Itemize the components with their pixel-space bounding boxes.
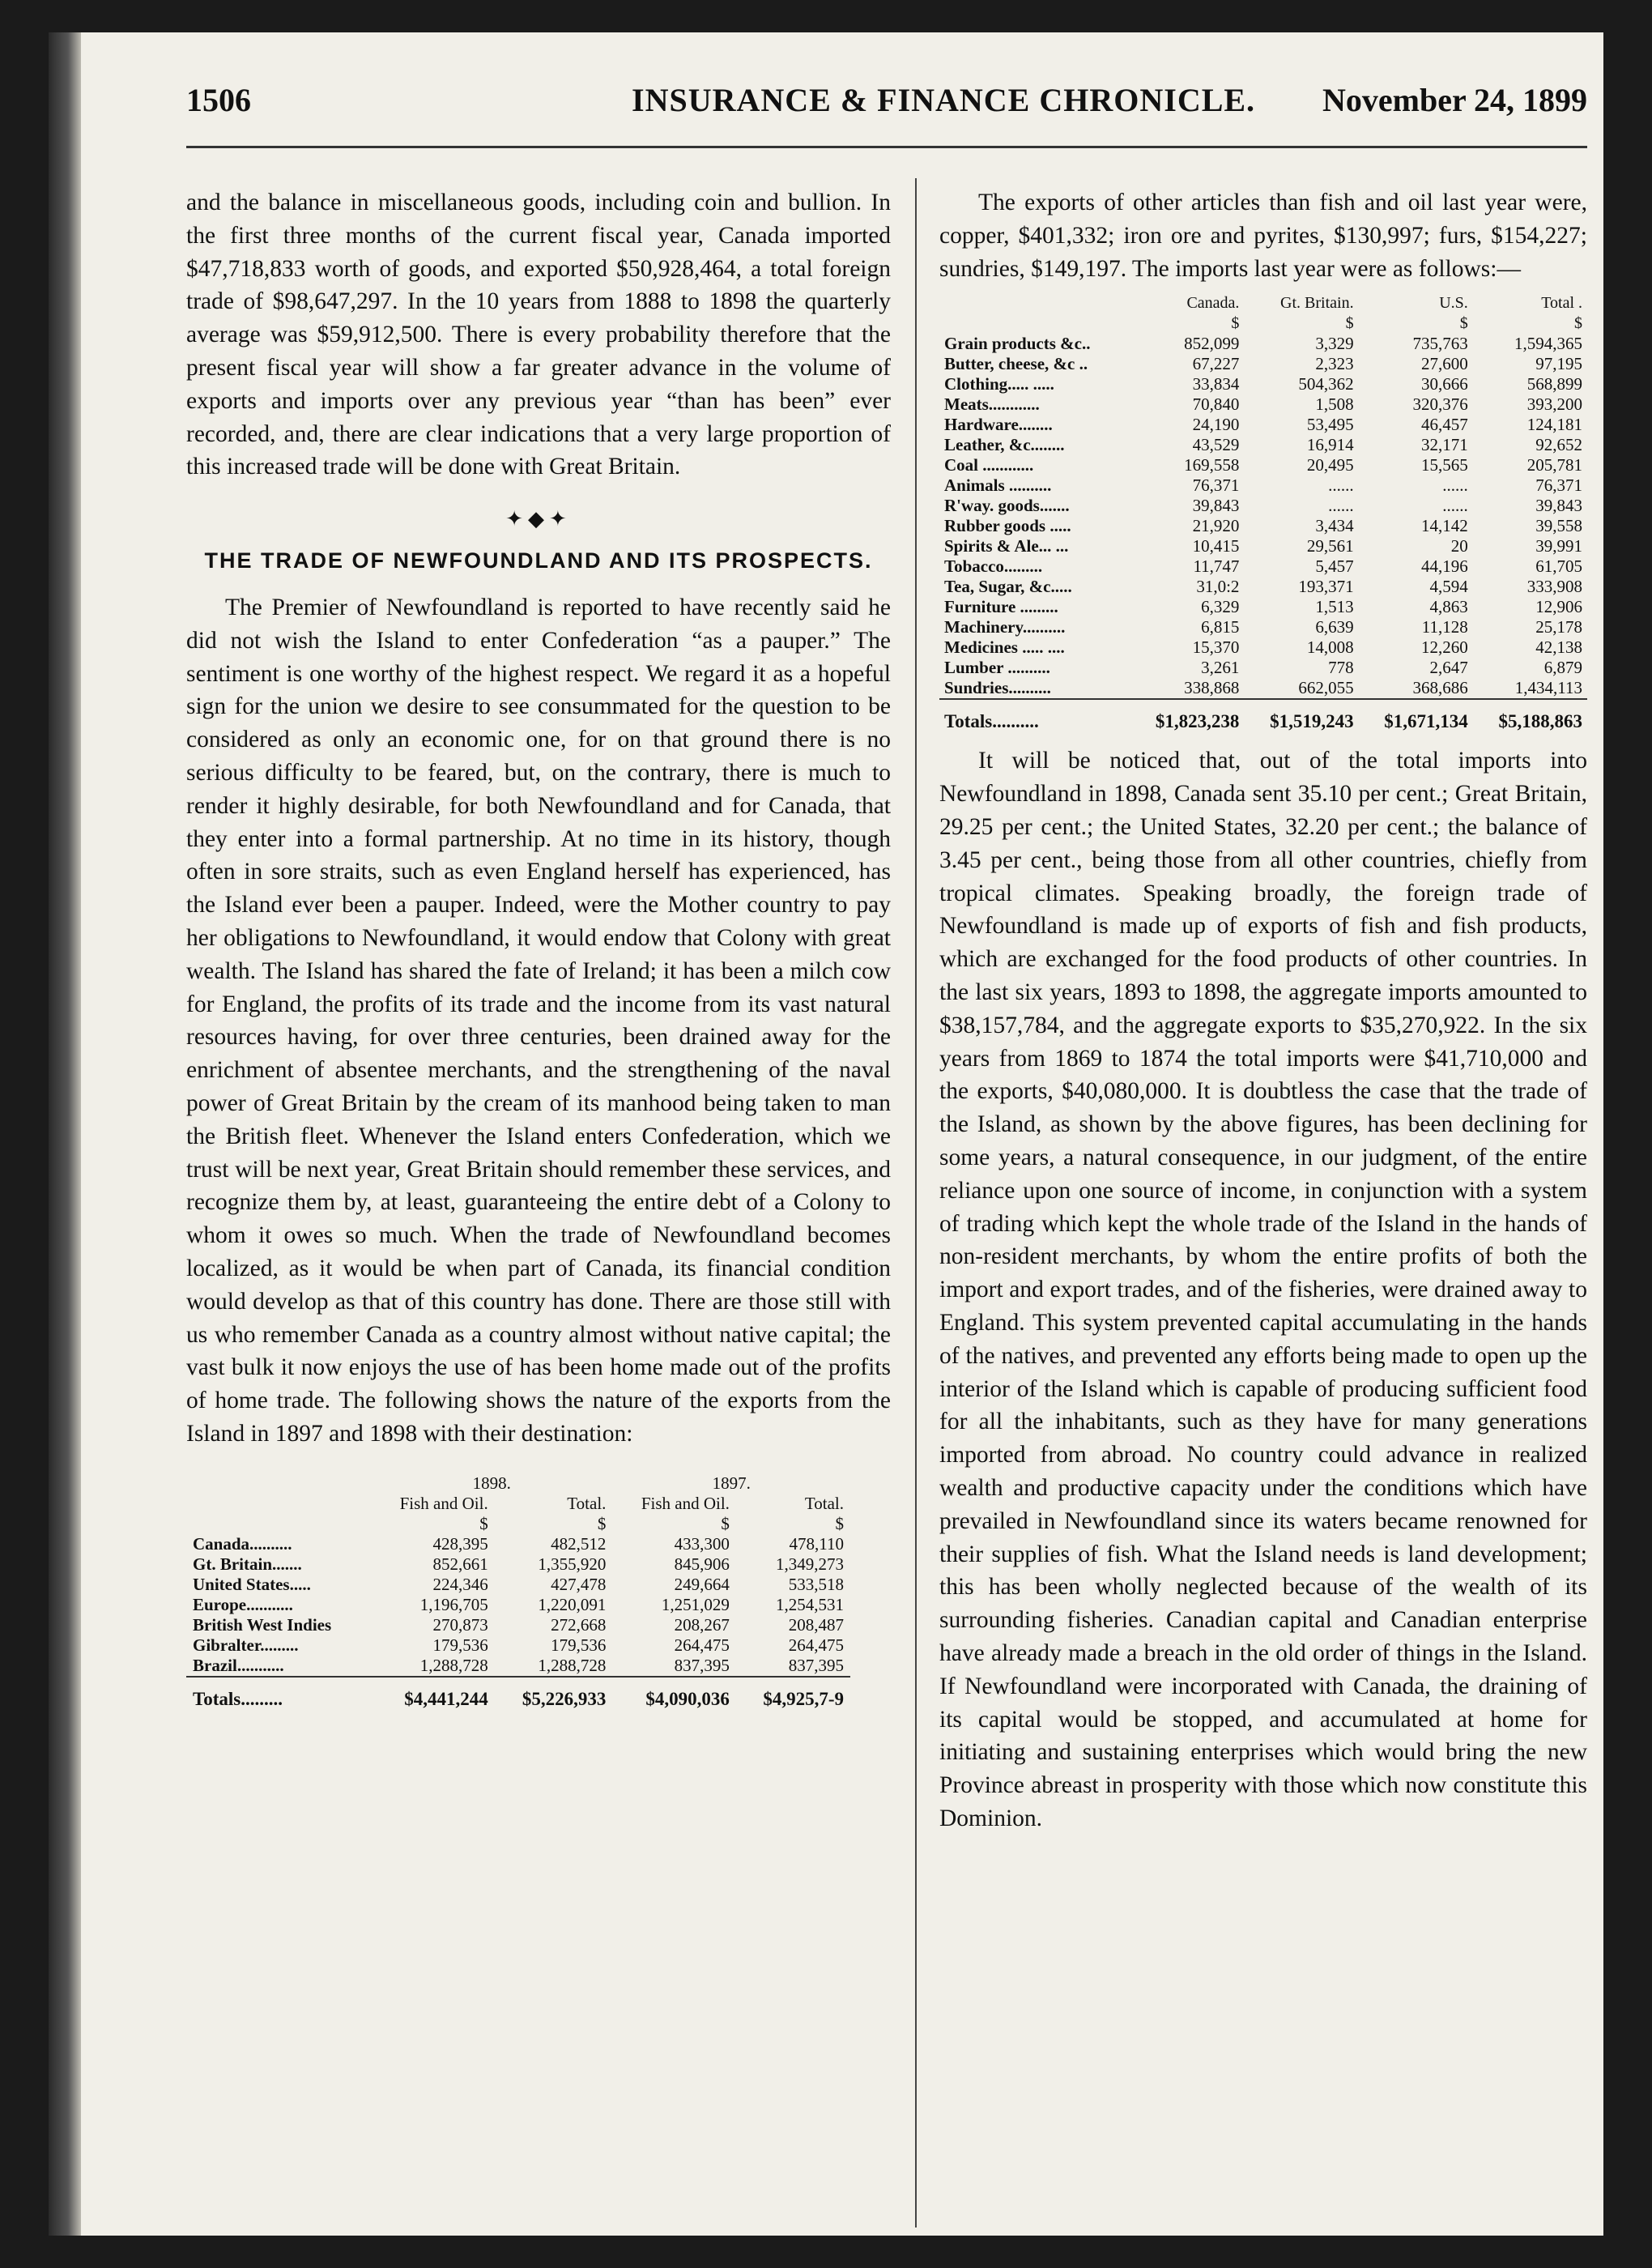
table-cell: 224,346 [432, 1574, 488, 1594]
row-label: R'way. goods....... [944, 496, 1070, 516]
currency-symbol: $ [1345, 314, 1354, 333]
table-row [939, 415, 1587, 435]
row-label: Hardware........ [944, 415, 1053, 435]
table-cell: 845,906 [674, 1554, 730, 1574]
table-cell: 338,868 [1184, 678, 1240, 698]
table-cell: 393,200 [1526, 394, 1582, 415]
table-cell: 29,561 [1306, 536, 1354, 556]
row-label: Tea, Sugar, &c..... [944, 577, 1072, 597]
table-cell: 662,055 [1298, 678, 1354, 698]
newspaper-page [49, 32, 1603, 2236]
table-cell: 11,128 [1421, 617, 1468, 637]
table-cell: 478,110 [789, 1533, 844, 1554]
table-row [939, 678, 1587, 699]
table-cell: $4,090,036 [612, 1677, 736, 1709]
imports-table [939, 293, 1587, 731]
table-cell: 39,843 [1535, 496, 1582, 516]
article-paragraph: The exports of other articles than fish and oil last year were, copper, $401,332; iron ore and pyrites, $130,997; furs, $154,227; sundries, $149,197. The imports last year were as follows:— [939, 190, 1587, 282]
row-label: British West Indies [193, 1614, 332, 1635]
table-cell: 6,329 [1201, 597, 1240, 617]
table-cell: 12,906 [1535, 597, 1582, 617]
table-cell: 16,914 [1306, 435, 1354, 455]
table-header-blank [939, 313, 1130, 334]
table-row [186, 1534, 850, 1554]
table-cell: 852,099 [1184, 334, 1240, 354]
table-cell: 368,686 [1412, 678, 1468, 698]
table-cell: 333,908 [1526, 577, 1582, 597]
table-cell: 67,227 [1192, 354, 1240, 374]
table-cell: 533,518 [788, 1574, 844, 1594]
table-cell: 76,371 [1192, 475, 1240, 496]
table-cell: 5,457 [1315, 556, 1354, 577]
table-cell: 11,747 [1193, 556, 1240, 577]
table-cell: 4,594 [1429, 577, 1468, 597]
table-cell: 76,371 [1535, 475, 1582, 496]
table-cell: 179,536 [551, 1635, 607, 1655]
table-row [186, 1635, 850, 1656]
table-cell: 14,142 [1421, 516, 1468, 536]
column-header: Fish and Oil. [641, 1493, 730, 1513]
currency-symbol: $ [1231, 314, 1240, 333]
table-cell: $1,519,243 [1244, 699, 1358, 731]
year-header-1897: 1897. [712, 1473, 751, 1493]
table-cell: 1,513 [1315, 597, 1354, 617]
article-heading: THE TRADE OF NEWFOUNDLAND AND ITS PROSPECTS. [204, 548, 873, 573]
table-cell: 33,834 [1192, 374, 1240, 394]
table-cell: 433,300 [674, 1533, 730, 1554]
issue-date: November 24, 1899 [1322, 82, 1587, 118]
table-row [939, 394, 1587, 415]
table-cell: 39,843 [1192, 496, 1240, 516]
table-cell: 428,395 [432, 1533, 488, 1554]
table-cell: 24,190 [1192, 415, 1240, 435]
table-cell: 70,840 [1192, 394, 1240, 415]
table-cell: 6,639 [1315, 617, 1354, 637]
currency-symbol: $ [1574, 314, 1582, 333]
table-cell: 193,371 [1298, 577, 1354, 597]
table-cell: 249,664 [674, 1574, 730, 1594]
page-binding-edge [49, 32, 81, 2236]
table-cell: 3,261 [1201, 658, 1240, 678]
table-cell: 1,254,531 [776, 1594, 844, 1614]
row-label: Totals.......... [939, 699, 1130, 731]
table-row [939, 475, 1587, 496]
row-label: Rubber goods ..... [944, 516, 1071, 536]
table-cell: 15,370 [1192, 637, 1240, 658]
table-cell: 504,362 [1298, 374, 1354, 394]
table-row [939, 597, 1587, 617]
table-cell: 1,288,728 [419, 1655, 488, 1675]
table-cell: 264,475 [674, 1635, 730, 1655]
table-cell: 264,475 [788, 1635, 844, 1655]
table-row [939, 617, 1587, 637]
table-cell: 42,138 [1535, 637, 1582, 658]
column-header: Total. [567, 1493, 607, 1513]
table-cell: 21,920 [1192, 516, 1240, 536]
table-cell: 1,594,365 [1514, 334, 1582, 354]
left-column [186, 186, 891, 1709]
publication-title: INSURANCE & FINANCE CHRONICLE. [632, 82, 1256, 118]
table-row [186, 1595, 850, 1615]
table-cell: $4,441,244 [371, 1677, 495, 1709]
table-header-blank [939, 293, 1130, 313]
table-cell: 97,195 [1535, 354, 1582, 374]
table-cell: 169,558 [1184, 455, 1240, 475]
table-cell: 320,376 [1412, 394, 1468, 415]
currency-symbol: $ [721, 1513, 730, 1533]
row-label: Coal ............ [944, 455, 1034, 475]
table-cell: 32,171 [1421, 435, 1468, 455]
table-cell: 2,323 [1315, 354, 1354, 374]
row-label: Spirits & Ale... ... [944, 536, 1069, 556]
table-cell: $4,925,7-9 [736, 1677, 850, 1709]
table-cell: 15,565 [1421, 455, 1468, 475]
table-row [939, 577, 1587, 597]
table-cell: 39,558 [1535, 516, 1582, 536]
article-paragraph: The Premier of Newfoundland is reported to have recently said he did not wish the Island to enter Confederation “as a pauper.” The sentiment is one worthy of the highest respect. We regard it as a hopeful sign for the union we desire to see consummated for the question to be considered as only an economic one, for on that ground there is no serious difficulty to be feared, but, on the contrary, there is much to render it highly desirable, for both Newfoundland and for Canada, that they enter into a formal partnership. At no time in its history, though often in sore straits, such as even England herself has experienced, has the Island ever been a pauper. Indeed, were the Mother country to pay her obligations to Newfoundland, it would endow that Colony with great wealth. The Island has shared the fate of Ireland; it has been a milch cow for England, the profits of its trade and the income from its vast natural resources having, for over three centuries, been drained away for the enrichment of absentee merchants, and the strengthening of the naval power of Great Britain by the cream of its manhood being taken to man the British fleet. Whenever the Island enters Confederation, which we trust will be next year, Great Britain should remember these services, and recognize them by, at least, guaranteeing the entire debt of a Colony to whom it owes so much. When the trade of Newfoundland becomes localized, as it would be when part of Canada, its financial condition would develop as that of this country has done. There are those still with us who remember Canada as a country almost without native capital; the vast bulk it now enjoys the use of has been home made out of the profits of home trade. The following shows the nature of the exports from the Island in 1897 and 1898 with their destination: [186, 594, 891, 1447]
column-divider [915, 178, 917, 2228]
table-row [186, 1554, 850, 1575]
table-cell: 205,781 [1526, 455, 1582, 475]
table-cell: 208,487 [788, 1614, 844, 1635]
table-header-blank [186, 1494, 371, 1514]
table-cell: $1,671,134 [1359, 699, 1473, 731]
column-header: Total. [804, 1493, 844, 1513]
table-row [186, 1615, 850, 1635]
table-cell: 61,705 [1535, 556, 1582, 577]
table-cell: 92,652 [1535, 435, 1582, 455]
row-label: Brazil........... [193, 1655, 284, 1675]
currency-symbol: $ [1459, 314, 1468, 333]
row-label: Meats............ [944, 394, 1040, 415]
table-cell: 270,873 [432, 1614, 488, 1635]
table-row [939, 354, 1587, 374]
imports-table-body [939, 334, 1587, 699]
table-cell: ...... [1442, 475, 1468, 496]
table-header-blank [186, 1473, 371, 1494]
table-cell: $5,226,933 [495, 1677, 613, 1709]
table-cell: 44,196 [1421, 556, 1468, 577]
table-cell: 837,395 [674, 1655, 730, 1675]
table-cell: 1,508 [1315, 394, 1354, 415]
table-cell: ...... [1328, 496, 1354, 516]
table-cell: $5,188,863 [1473, 699, 1587, 731]
table-cell: 53,495 [1306, 415, 1354, 435]
table-cell: 179,536 [432, 1635, 488, 1655]
table-cell: ...... [1442, 496, 1468, 516]
table-row [939, 637, 1587, 658]
currency-symbol: $ [479, 1513, 488, 1533]
row-label: Clothing..... ..... [944, 374, 1054, 394]
table-cell: 1,349,273 [776, 1554, 844, 1574]
table-row [939, 496, 1587, 516]
right-column [939, 186, 1587, 1835]
row-label: Gt. Britain....... [193, 1554, 302, 1574]
column-header: Fish and Oil. [399, 1493, 488, 1513]
row-label: Totals......... [186, 1677, 371, 1709]
table-row [939, 658, 1587, 678]
exports-table [186, 1473, 850, 1709]
table-cell: 39,991 [1535, 536, 1582, 556]
row-label: Tobacco......... [944, 556, 1043, 577]
column-header: Total . [1541, 294, 1582, 313]
table-row [939, 334, 1587, 354]
row-label: United States..... [193, 1574, 311, 1594]
table-cell: 43,529 [1192, 435, 1240, 455]
row-label: Sundries.......... [944, 678, 1051, 698]
table-cell: 4,863 [1429, 597, 1468, 617]
table-cell: 208,267 [674, 1614, 730, 1635]
table-cell: 124,181 [1526, 415, 1582, 435]
table-cell: 20 [1450, 536, 1468, 556]
table-cell: 1,251,029 [661, 1594, 730, 1614]
row-label: Medicines ..... .... [944, 637, 1065, 658]
row-label: Gibralter......... [193, 1635, 299, 1655]
year-header-1898: 1898. [472, 1473, 511, 1493]
table-cell: 778 [1328, 658, 1354, 678]
row-label: Lumber .......... [944, 658, 1050, 678]
table-cell: 14,008 [1306, 637, 1354, 658]
table-row [186, 1656, 850, 1677]
table-cell: 3,434 [1315, 516, 1354, 536]
table-cell: 1,434,113 [1514, 678, 1582, 698]
table-cell: 272,668 [551, 1614, 607, 1635]
table-cell: 568,899 [1526, 374, 1582, 394]
table-row [939, 455, 1587, 475]
table-row [939, 556, 1587, 577]
table-cell: 482,512 [551, 1533, 607, 1554]
table-cell: 2,647 [1429, 658, 1468, 678]
table-cell: 852,661 [432, 1554, 488, 1574]
table-cell: 427,478 [551, 1574, 607, 1594]
table-cell: 1,196,705 [419, 1594, 488, 1614]
table-cell: 1,355,920 [538, 1554, 607, 1574]
table-cell: 31,0:2 [1196, 577, 1240, 597]
header-rule [186, 146, 1587, 148]
table-cell: 27,600 [1421, 354, 1468, 374]
table-cell: 1,288,728 [538, 1655, 607, 1675]
article-paragraph: and the balance in miscellaneous goods, including coin and bullion. In the first three months of the current fiscal year, Canada imported $47,718,833 worth of goods, and exported $50,928,464, a total foreign trade of $98,647,297. In the 10 years from 1888 to 1898 the quarterly average was $59,912,500. There is every probability therefore that the present fiscal year will show a far greater advance in the volume of exports and imports over any previous year “than has been” ever recorded, and, there are clear indications that a very large proportion of this increased trade will be done with Great Britain. [186, 190, 891, 480]
table-row [939, 516, 1587, 536]
table-header-blank [186, 1514, 371, 1534]
table-cell: 46,457 [1421, 415, 1468, 435]
table-cell: 3,329 [1315, 334, 1354, 354]
column-header: U.S. [1439, 294, 1468, 313]
table-cell: 735,763 [1412, 334, 1468, 354]
table-row [939, 536, 1587, 556]
row-label: Furniture ......... [944, 597, 1058, 617]
table-row [186, 1575, 850, 1595]
row-label: Butter, cheese, &c .. [944, 354, 1088, 374]
page-header [186, 81, 1587, 130]
exports-table-body [186, 1534, 850, 1677]
table-cell: 6,879 [1543, 658, 1582, 678]
column-header: Canada. [1186, 294, 1240, 313]
currency-symbol: $ [835, 1513, 844, 1533]
article-paragraph: It will be noticed that, out of the total imports into Newfoundland in 1898, Canada sent 35.10 per cent.; Great Britain, 29.25 per cent.; the United States, 32.20 per cent.; the balance of 3.45 per cent., being those from all other countries, chiefly from tropical climates. Speaking broadly, the foreign trade of Newfoundland is made up of exports of fish and fish products, which are exchanged for the food products of other countries. In the last six years, 1893 to 1898, the aggregate imports amounted to $38,157,784, and the aggregate exports to $35,270,922. In the six years from 1869 to 1874 the total imports were $41,710,000 and the exports, $40,080,000. It is doubtless the case that the trade of the Island, as shown by the above figures, has been declining for some years, a natural consequence, in our judgment, of the entire reliance upon one source of income, in conjunction with a system of trading which kept the whole trade of the Island in the hands of non-resident merchants, by whom the entire profits of both the import and export trades, and of the fisheries, were drained away to England. This system prevented capital accumulating in the hands of the natives, and prevented any efforts being made to open up the interior of the Island which is capable of producing sufficient food for all the inhabitants, such as they have for many generations imported from abroad. No country could advance in realized wealth and productive capacity under the conditions which have prevailed in Newfoundland since its waters became renowned for their supplies of fish. What the Island needs is land development; this has been wholly neglected because of the wealth of its surrounding fisheries. Canadian capital and Canadian enterprise have already made a breach in the old order of things in the Island. If Newfoundland were incorporated with Canada, the draining of its capital would be stopped, and accumulated at home for initiating and sustaining enterprises which would bring the new Province abreast in prosperity with those which now constitute this Dominion. [939, 748, 1587, 1831]
table-row [939, 374, 1587, 394]
table-cell: 10,415 [1192, 536, 1240, 556]
row-label: Grain products &c.. [944, 334, 1091, 354]
table-row [939, 435, 1587, 455]
table-cell: 30,666 [1421, 374, 1468, 394]
row-label: Leather, &c........ [944, 435, 1065, 455]
table-cell: 25,178 [1535, 617, 1582, 637]
table-cell: $1,823,238 [1130, 699, 1244, 731]
row-label: Machinery.......... [944, 617, 1066, 637]
column-header: Gt. Britain. [1280, 294, 1354, 313]
table-row-totals [939, 699, 1587, 731]
table-cell: 20,495 [1306, 455, 1354, 475]
section-ornament: ✦◆✦ [505, 507, 572, 531]
table-cell: 1,220,091 [538, 1594, 607, 1614]
table-cell: 837,395 [788, 1655, 844, 1675]
page-number: 1506 [186, 82, 251, 118]
table-cell: ...... [1328, 475, 1354, 496]
currency-symbol: $ [597, 1513, 607, 1533]
row-label: Europe........... [193, 1594, 293, 1614]
table-cell: 12,260 [1421, 637, 1468, 658]
row-label: Canada.......... [193, 1533, 292, 1554]
table-cell: 6,815 [1201, 617, 1240, 637]
table-row-totals [186, 1677, 850, 1709]
row-label: Animals .......... [944, 475, 1052, 496]
